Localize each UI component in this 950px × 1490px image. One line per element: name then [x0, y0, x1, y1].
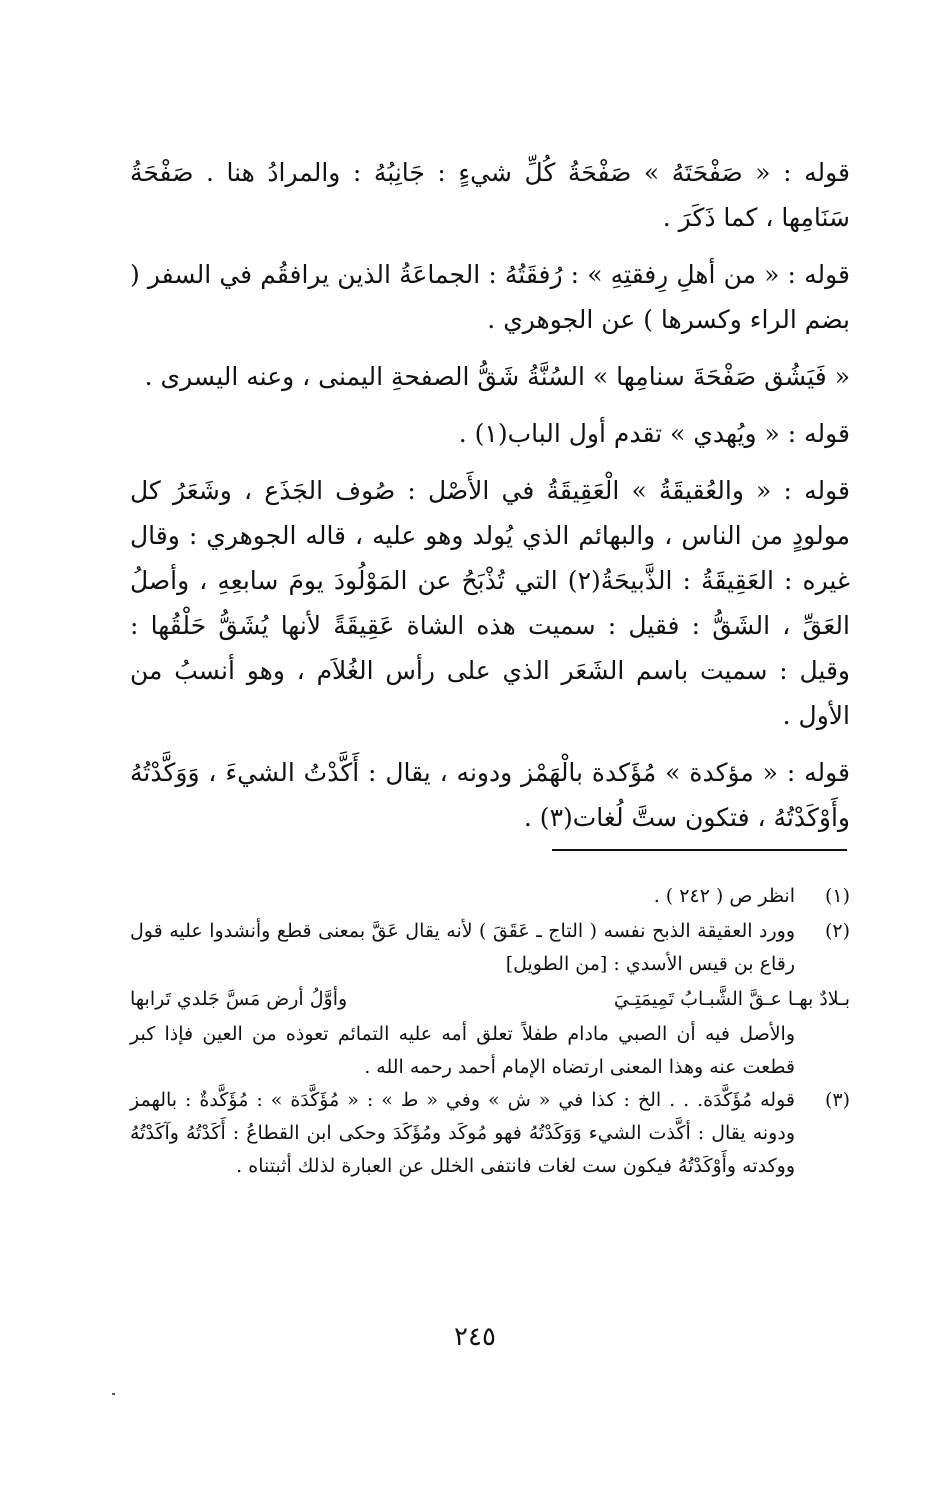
footnote-text: انظر ص ( ٢٤٢ ) .	[653, 885, 795, 907]
paragraph: قوله : « من أهلِ رِفقتِهِ » : رُفقَتُهُ : الجماعَةُ الذين يرافقُم في السفر ( بضم الراء وكسرها ) عن الجوهري .	[130, 260, 850, 334]
main-text	[130, 150, 850, 852]
paragraph: قوله : « ويُهدي » تقدم أول الباب(١) .	[458, 419, 850, 448]
verse-first-hemistich: بـلادٌ بهـا عـقَّ الشَّبـابُ تَمِيمَتِـيَ	[613, 988, 850, 1010]
footnotes	[130, 880, 850, 1185]
page-number: ٢٤٥	[454, 1322, 496, 1352]
footnote-divider	[552, 849, 847, 851]
footnote-verse	[130, 983, 850, 1016]
footnote-text: وورد العقيقة الذبح نفسه ( التاج ـ عَقَقَ ) لأنه يقال عَقَّ بمعنى قطع وأنشدوا عليه قول رقاع بن قيس الأسدي : [من الطويل]	[130, 920, 795, 975]
footnote-2-continuation	[130, 1018, 850, 1084]
footnote-number: (٣)	[824, 1089, 850, 1111]
footnote-1	[130, 880, 850, 913]
paragraph: قوله : « مؤكدة » مُؤَكدة بالْهَمْز ودونه ، يقال : أَكَّدْتُ الشيءَ ، وَوَكَّدْتُهُ وأَوْكَدْتُهُ ، فتكون ستَّ لُغات(٣) .	[130, 758, 850, 832]
paragraph: « فَيَشُق صَفْحَةَ سنامِها » السُنَّةُ شَقُّ الصفحةِ اليمنى ، وعنه اليسرى .	[144, 362, 850, 391]
footnote-2	[130, 915, 850, 981]
paragraph: قوله : « صَفْحَتَهُ » صَفْحَةُ كُلِّ شيءٍ : جَانِبُهُ : والمرادُ هنا . صَفْحَةُ سَنَامِها ، كما ذَكَرَ .	[130, 158, 850, 232]
footnote-text: والأصل فيه أن الصبي مادام طفلاً تعلق أمه عليه التمائم تعوذه من العين فإذا كبر قطعت عنه وهذا المعنى ارتضاه الإمام أحمد رحمه الله .	[130, 1023, 795, 1078]
footnote-number: (٢)	[824, 920, 850, 942]
verse-second-hemistich: وأوَّلُ أرض مَسَّ جَلدي تَرابها	[130, 988, 348, 1010]
footnote-number: (١)	[824, 885, 850, 907]
scan-speck	[112, 1393, 115, 1395]
paragraph: قوله : « والعُقيقَةُ » الْعَقِيقَةُ في الأَصْل : صُوف الجَذَع ، وشَعَرُ كل مولودٍ من الناس ، والبهائم الذي يُولد وهو عليه ، قاله الجوهري : وقال غيره : العَقِيقَةُ : الذَّبيحَةُ(٢) التي تُذْبَحُ عن المَوْلُودَ يومَ سابعِهِ ، وأصلُ العَقِّ ، الشَقُّ : فقيل : سميت هذه الشاة عَقِيقَةً لأنها يُشَقُّ حَلْقُها : وقيل : سميت باسم الشَعَر الذي على رأس الغُلاَم ، وهو أنسبُ من الأول .	[130, 476, 850, 730]
footnote-3	[130, 1084, 850, 1183]
footnote-text: قوله مُؤَكَّدَة. . . الخ : كذا في « ش » وفي « ط » : « مُؤَكَّدَة » : مُؤَكَّدةٌ : بالهمز ودونه يقال : أكَّذت الشيء وَوَكَدْتُهُ فهو مُوكَد ومُؤَكَدَ وحكى ابن القطاعُ : أَكَدْتُهُ وآكَدْتُهُ ووكدته وأَوْكَدْتُهُ فيكون ست لغات فانتفى الخلل عن العبارة لذلك أثبتناه .	[130, 1089, 795, 1177]
